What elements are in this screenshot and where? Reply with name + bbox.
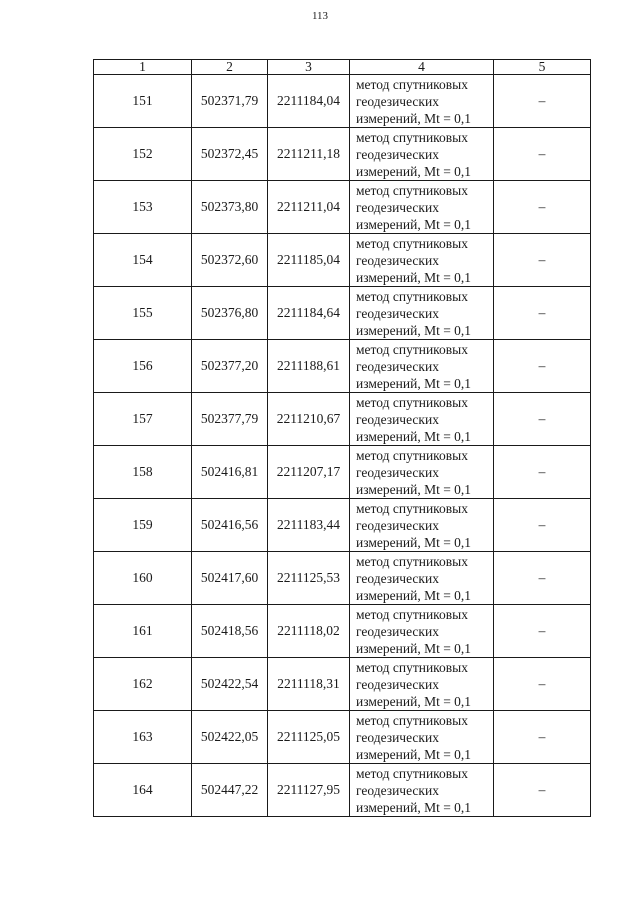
table-row — [94, 234, 591, 287]
point-number: 151 — [94, 75, 192, 128]
method-cell — [350, 181, 494, 234]
method-cell — [350, 499, 494, 552]
header-col-4: 4 — [350, 60, 494, 75]
method-line-3: измерений, Mt = 0,1 — [356, 428, 472, 444]
method-line-3: измерений, Mt = 0,1 — [356, 640, 472, 656]
coordinate-x: 502447,22 — [192, 764, 268, 817]
method-line-1: метод спутниковых — [356, 765, 468, 781]
method-line-1: метод спутниковых — [356, 553, 468, 569]
method-line-3: измерений, Mt = 0,1 — [356, 375, 472, 391]
method-line-3: измерений, Mt = 0,1 — [356, 322, 472, 338]
coordinate-x: 502422,54 — [192, 658, 268, 711]
method-line-2: геодезических — [356, 464, 439, 480]
method-line-3: измерений, Mt = 0,1 — [356, 534, 472, 550]
coordinate-x: 502377,20 — [192, 340, 268, 393]
method-line-1: метод спутниковых — [356, 129, 468, 145]
point-number: 164 — [94, 764, 192, 817]
note-cell: – — [494, 181, 591, 234]
header-col-3: 3 — [268, 60, 350, 75]
method-cell — [350, 340, 494, 393]
method-line-1: метод спутниковых — [356, 500, 468, 516]
method-line-3: измерений, Mt = 0,1 — [356, 587, 472, 603]
method-cell — [350, 605, 494, 658]
method-cell — [350, 552, 494, 605]
method-line-2: геодезических — [356, 411, 439, 427]
table-row — [94, 446, 591, 499]
point-number: 155 — [94, 287, 192, 340]
method-line-2: геодезических — [356, 729, 439, 745]
method-cell — [350, 128, 494, 181]
method-cell — [350, 393, 494, 446]
method-line-3: измерений, Mt = 0,1 — [356, 799, 472, 815]
note-cell: – — [494, 446, 591, 499]
method-cell — [350, 234, 494, 287]
method-line-2: геодезических — [356, 570, 439, 586]
point-number: 152 — [94, 128, 192, 181]
coordinate-y: 2211184,04 — [268, 75, 350, 128]
table-row — [94, 393, 591, 446]
table-row — [94, 764, 591, 817]
table-header-row — [94, 60, 591, 75]
table-row — [94, 499, 591, 552]
method-line-1: метод спутниковых — [356, 712, 468, 728]
method-line-3: измерений, Mt = 0,1 — [356, 163, 472, 179]
method-line-2: геодезических — [356, 676, 439, 692]
coordinate-x: 502418,56 — [192, 605, 268, 658]
coordinate-y: 2211183,44 — [268, 499, 350, 552]
method-line-1: метод спутниковых — [356, 288, 468, 304]
method-line-2: геодезических — [356, 305, 439, 321]
note-cell: – — [494, 128, 591, 181]
method-line-1: метод спутниковых — [356, 447, 468, 463]
method-line-2: геодезических — [356, 252, 439, 268]
point-number: 154 — [94, 234, 192, 287]
note-cell: – — [494, 287, 591, 340]
method-line-3: измерений, Mt = 0,1 — [356, 693, 472, 709]
method-line-3: измерений, Mt = 0,1 — [356, 269, 472, 285]
note-cell: – — [494, 764, 591, 817]
point-number: 156 — [94, 340, 192, 393]
point-number: 153 — [94, 181, 192, 234]
coordinate-x: 502372,45 — [192, 128, 268, 181]
method-line-2: геодезических — [356, 517, 439, 533]
coordinate-x: 502417,60 — [192, 552, 268, 605]
coordinate-y: 2211210,67 — [268, 393, 350, 446]
point-number: 159 — [94, 499, 192, 552]
coordinate-x: 502373,80 — [192, 181, 268, 234]
table-row — [94, 605, 591, 658]
table-row — [94, 340, 591, 393]
coordinates-table — [93, 59, 591, 817]
note-cell: – — [494, 393, 591, 446]
coordinate-y: 2211125,05 — [268, 711, 350, 764]
coordinate-y: 2211127,95 — [268, 764, 350, 817]
method-line-1: метод спутниковых — [356, 182, 468, 198]
point-number: 162 — [94, 658, 192, 711]
header-col-5: 5 — [494, 60, 591, 75]
note-cell: – — [494, 234, 591, 287]
method-line-3: измерений, Mt = 0,1 — [356, 110, 472, 126]
method-line-2: геодезических — [356, 358, 439, 374]
coordinate-x: 502416,56 — [192, 499, 268, 552]
coordinate-y: 2211211,18 — [268, 128, 350, 181]
header-col-2: 2 — [192, 60, 268, 75]
coordinate-y: 2211211,04 — [268, 181, 350, 234]
note-cell: – — [494, 605, 591, 658]
header-col-1: 1 — [94, 60, 192, 75]
method-cell — [350, 658, 494, 711]
note-cell: – — [494, 658, 591, 711]
method-line-3: измерений, Mt = 0,1 — [356, 746, 472, 762]
point-number: 160 — [94, 552, 192, 605]
method-line-1: метод спутниковых — [356, 341, 468, 357]
table-body — [94, 75, 591, 817]
note-cell: – — [494, 552, 591, 605]
method-line-3: измерений, Mt = 0,1 — [356, 216, 472, 232]
coordinate-y: 2211207,17 — [268, 446, 350, 499]
coordinate-x: 502422,05 — [192, 711, 268, 764]
point-number: 158 — [94, 446, 192, 499]
method-cell — [350, 764, 494, 817]
method-line-1: метод спутниковых — [356, 235, 468, 251]
method-line-2: геодезических — [356, 93, 439, 109]
coordinate-x: 502376,80 — [192, 287, 268, 340]
coordinate-y: 2211184,64 — [268, 287, 350, 340]
method-line-3: измерений, Mt = 0,1 — [356, 481, 472, 497]
table-row — [94, 658, 591, 711]
note-cell: – — [494, 499, 591, 552]
method-line-1: метод спутниковых — [356, 76, 468, 92]
table-row — [94, 75, 591, 128]
coordinate-y: 2211185,04 — [268, 234, 350, 287]
table-row — [94, 128, 591, 181]
method-line-2: геодезических — [356, 623, 439, 639]
point-number: 157 — [94, 393, 192, 446]
method-line-1: метод спутниковых — [356, 606, 468, 622]
point-number: 161 — [94, 605, 192, 658]
method-line-1: метод спутниковых — [356, 659, 468, 675]
coordinate-y: 2211118,31 — [268, 658, 350, 711]
note-cell: – — [494, 340, 591, 393]
method-cell — [350, 75, 494, 128]
method-cell — [350, 446, 494, 499]
note-cell: – — [494, 75, 591, 128]
point-number: 163 — [94, 711, 192, 764]
table-row — [94, 711, 591, 764]
coordinate-y: 2211125,53 — [268, 552, 350, 605]
method-line-2: геодезических — [356, 146, 439, 162]
method-line-2: геодезических — [356, 782, 439, 798]
coordinate-x: 502377,79 — [192, 393, 268, 446]
table-row — [94, 287, 591, 340]
page-number: 113 — [311, 10, 329, 22]
method-cell — [350, 711, 494, 764]
coordinate-x: 502416,81 — [192, 446, 268, 499]
method-cell — [350, 287, 494, 340]
note-cell: – — [494, 711, 591, 764]
coordinate-y: 2211118,02 — [268, 605, 350, 658]
coordinate-x: 502372,60 — [192, 234, 268, 287]
method-line-1: метод спутниковых — [356, 394, 468, 410]
table-row — [94, 181, 591, 234]
table-row — [94, 552, 591, 605]
method-line-2: геодезических — [356, 199, 439, 215]
coordinate-x: 502371,79 — [192, 75, 268, 128]
coordinate-y: 2211188,61 — [268, 340, 350, 393]
